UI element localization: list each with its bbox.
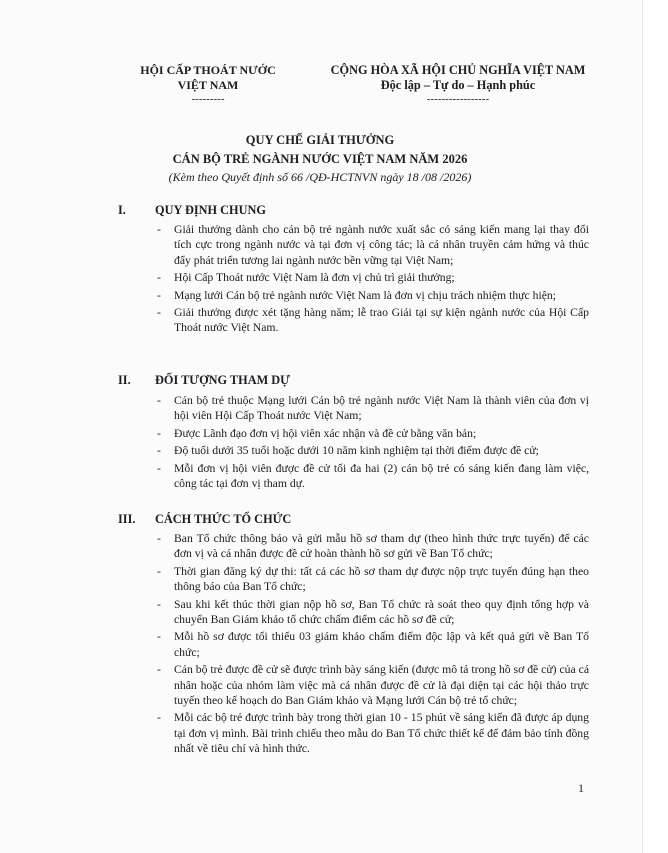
list-item: - Được Lãnh đạo đơn vị hội viên xác nhận và đề cử bằng văn bản; xyxy=(157,426,477,440)
bullet-dash: - xyxy=(157,288,161,302)
section-1-list xyxy=(157,222,589,338)
section-title: ĐỐI TƯỢNG THAM DỰ xyxy=(155,373,290,387)
list-item: - Cán bộ trẻ được đề cử sẽ được trình bày sáng kiến (được mô tả trong hồ sơ đề cử) của cá nhân hoặc của nhóm làm việc mà cá nhân được đề cử là đại diện tại các hội thảo trực tuyến theo kế hoạch do Ban Giám khảo và Mạng lưới Cán bộ trẻ tổ chức; xyxy=(157,663,590,708)
national-motto: Độc lập – Tự do – Hạnh phúc xyxy=(380,78,536,92)
bullet-dash: - xyxy=(157,444,161,458)
section-heading-3 xyxy=(118,512,291,527)
list-item: - Hội Cấp Thoát nước Việt Nam là đơn vị chủ trì giải thưởng; xyxy=(157,271,455,285)
list-item: - Giải thưởng được xét tặng hàng năm; lễ trao Giải tại sự kiện ngành nước của Hội Cấp Thoát nước Việt Nam. xyxy=(157,306,589,335)
bullet-dash: - xyxy=(157,663,161,677)
section-number: I. xyxy=(118,203,126,217)
bullet-dash: - xyxy=(157,223,161,236)
national-title: CỘNG HÒA XÃ HỘI CHỦ NGHĨA VIỆT NAM xyxy=(330,63,586,77)
list-item: - Mỗi các bộ trẻ được trình bày trong thời gian 10 - 15 phút về sáng kiến đã được áp dụng tại đơn vị mình. Bài trình chiếu theo mẫu do Ban Tổ chức thiết kế để đảm bảo tính đồng nhất về tiêu chí và hình thức. xyxy=(157,711,589,756)
bullet-dash: - xyxy=(157,306,161,320)
org-divider: --------- xyxy=(191,93,225,105)
list-item: - Mỗi đơn vị hội viên được đề cử tối đa hai (2) cán bộ trẻ có sáng kiến đang làm việc, công tác tại đơn vị tham dự. xyxy=(157,461,589,491)
list-item: - Cán bộ trẻ thuộc Mạng lưới Cán bộ trẻ ngành nước Việt Nam là thành viên của đơn vị hội viên Hội Cấp Thoát nước Việt Nam; xyxy=(157,394,589,423)
bullet-dash: - xyxy=(157,630,161,644)
section-heading-2 xyxy=(118,373,290,388)
bullet-dash: - xyxy=(157,532,161,545)
national-divider: ----------------- xyxy=(426,93,490,105)
bullet-dash: - xyxy=(157,426,161,440)
bullet-dash: - xyxy=(157,564,161,578)
section-number: II. xyxy=(118,373,131,387)
section-heading-1 xyxy=(118,203,266,218)
section-number: III. xyxy=(118,512,136,526)
national-header xyxy=(318,63,598,106)
section-3-list xyxy=(157,531,589,759)
decision-reference: (Kèm theo Quyết định số 66 /QĐ-HCTNVN ngày 18 /08 /2026) xyxy=(168,170,472,184)
section-title: CÁCH THỨC TỔ CHỨC xyxy=(155,512,292,526)
org-name-line2: VIỆT NAM xyxy=(177,78,239,92)
org-name-line1: HỘI CẤP THOÁT NƯỚC xyxy=(140,63,276,77)
document-title: QUY CHẾ GIẢI THƯỞNG xyxy=(245,133,395,147)
list-item: - Độ tuổi dưới 35 tuổi hoặc dưới 10 năm kinh nghiệm tại thời điểm được đề cử; xyxy=(157,444,539,458)
bullet-dash: - xyxy=(157,597,161,611)
bullet-dash: - xyxy=(157,271,161,285)
list-item: - Giải thưởng dành cho cán bộ trẻ ngành nước xuất sắc có sáng kiến mang lại thay đổi tích cực trong ngành nước và tại đơn vị công tác; là cá nhân truyền cảm hứng và thúc đẩy phát triển tương lai ngành nước bền vững tại Việt Nam; xyxy=(157,223,589,267)
bullet-dash: - xyxy=(157,711,161,725)
list-item: - Sau khi kết thúc thời gian nộp hồ sơ, Ban Tổ chức rà soát theo quy định tổng hợp và chuyển Ban Giám khảo tổ chức chấm điểm các hồ sơ đề cử; xyxy=(157,597,589,627)
section-title: QUY ĐỊNH CHUNG xyxy=(155,203,266,217)
bullet-dash: - xyxy=(157,394,161,407)
document-subtitle: CÁN BỘ TRẺ NGÀNH NƯỚC VIỆT NAM NĂM 2026 xyxy=(172,152,468,166)
list-item: - Ban Tổ chức thông báo và gửi mẫu hồ sơ tham dự (theo hình thức trực tuyến) để các đơn vị và cá nhân được đề cử hoàn thành hồ sơ gửi về Ban Tổ chức; xyxy=(157,532,589,561)
organization-header xyxy=(118,63,298,106)
page-edge xyxy=(642,0,668,853)
page-number: 1 xyxy=(578,781,584,795)
bullet-dash: - xyxy=(157,461,161,475)
list-item: - Mạng lưới Cán bộ trẻ ngành nước Việt Nam là đơn vị chịu trách nhiệm thực hiện; xyxy=(157,288,556,302)
section-2-list xyxy=(157,393,589,493)
list-item: - Mỗi hồ sơ được tối thiểu 03 giám khảo chấm điểm độc lập và kết quả gửi về Ban Tổ chức; xyxy=(157,630,589,659)
list-item: - Thời gian đăng ký dự thi: tất cả các hồ sơ tham dự được nộp trực tuyến đúng hạn theo thông báo của Ban Tổ chức; xyxy=(157,564,589,594)
